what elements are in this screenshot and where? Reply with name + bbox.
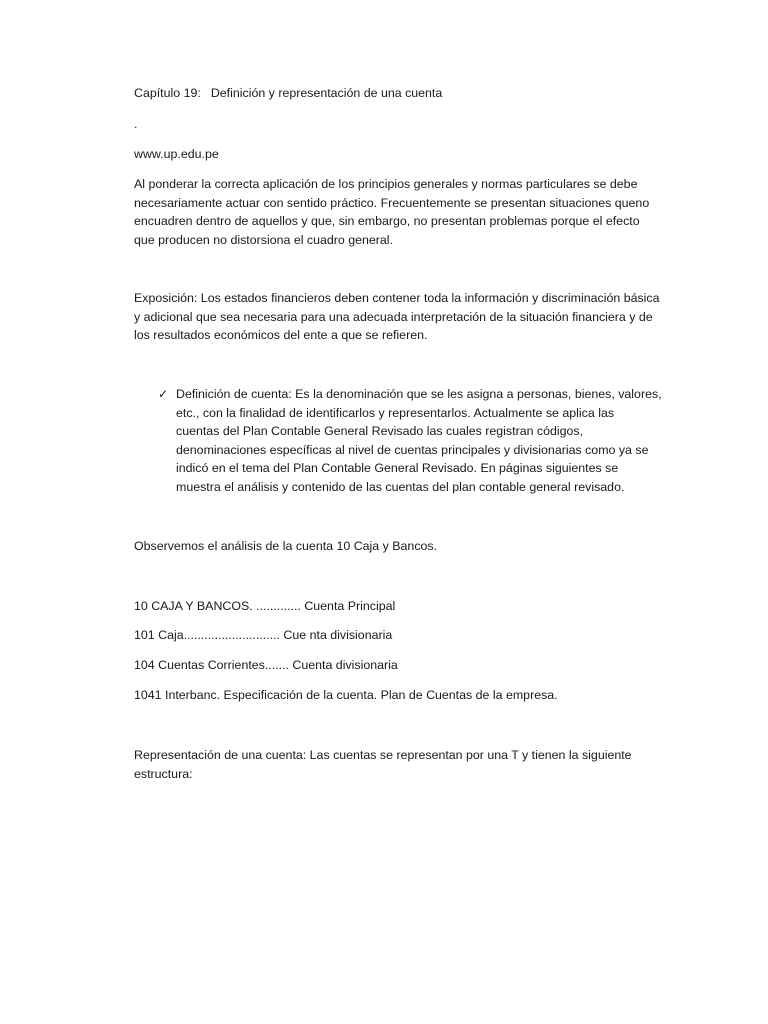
definition-line: Definición de cuenta: Es la denominación que se les asigna a personas, bienes, valores, [176, 387, 662, 401]
definition-text [176, 385, 662, 496]
exposicion-paragraph [134, 289, 660, 345]
account-line-10: 10 CAJA Y BANCOS. ............. Cuenta Principal [134, 599, 396, 613]
observemos-text: Observemos el análisis de la cuenta 10 Caja y Bancos. [134, 539, 438, 553]
chapter-heading [134, 84, 442, 103]
representacion-line: estructura: [134, 766, 193, 781]
intro-line: que producen no distorsiona el cuadro general. [134, 232, 394, 247]
exposicion-line: Exposición: Los estados financieros deben contener toda la información y discriminación básica [134, 291, 660, 305]
account-line-101: 101 Caja............................ Cue nta divisionaria [134, 628, 393, 642]
check-icon: ✓ [158, 387, 169, 401]
chapter-title: Definición y representación de una cuenta [210, 86, 443, 100]
intro-paragraph [134, 175, 650, 249]
source-url: www.up.edu.pe [134, 147, 219, 161]
account-line-1041: 1041 Interbanc. Especificación de la cuenta. Plan de Cuentas de la empresa. [134, 688, 558, 702]
exposicion-line: y adicional que sea necesaria para una adecuada interpretación de la situación financiera y de [134, 309, 653, 324]
definition-line: indicó en el tema del Plan Contable General Revisado. En páginas siguientes se [176, 461, 619, 475]
account-line-104: 104 Cuentas Corrientes....... Cuenta divisionaria [134, 658, 398, 672]
separator-dot: . [134, 117, 138, 131]
intro-line: Al ponderar la correcta aplicación de los principios generales y normas particulares se debe [134, 177, 638, 191]
representacion-line: Representación de una cuenta: Las cuentas se representan por una T y tienen la siguiente [134, 748, 632, 762]
intro-line: encuadren dentro de aquellos y que, sin embargo, no presentan problemas porque el efecto [134, 214, 640, 228]
definition-line: cuentas del Plan Contable General Revisado las cuales registran códigos, [176, 424, 584, 438]
chapter-label: Capítulo 19: [134, 86, 201, 100]
intro-line: necesariamente actuar con sentido práctico. Frecuentemente se presentan situaciones queno [134, 195, 650, 210]
definition-line: muestra el análisis y contenido de las cuentas del plan contable general revisado. [176, 479, 625, 494]
representacion-paragraph [134, 746, 644, 783]
definition-line: etc., con la finalidad de identificarlos y representarlos. Actualmente se aplica las [176, 405, 615, 420]
definition-line: denominaciones específicas al nivel de cuentas principales y divisionarias como ya se [176, 442, 649, 457]
exposicion-line: los resultados económicos del ente a que se refieren. [134, 328, 428, 342]
